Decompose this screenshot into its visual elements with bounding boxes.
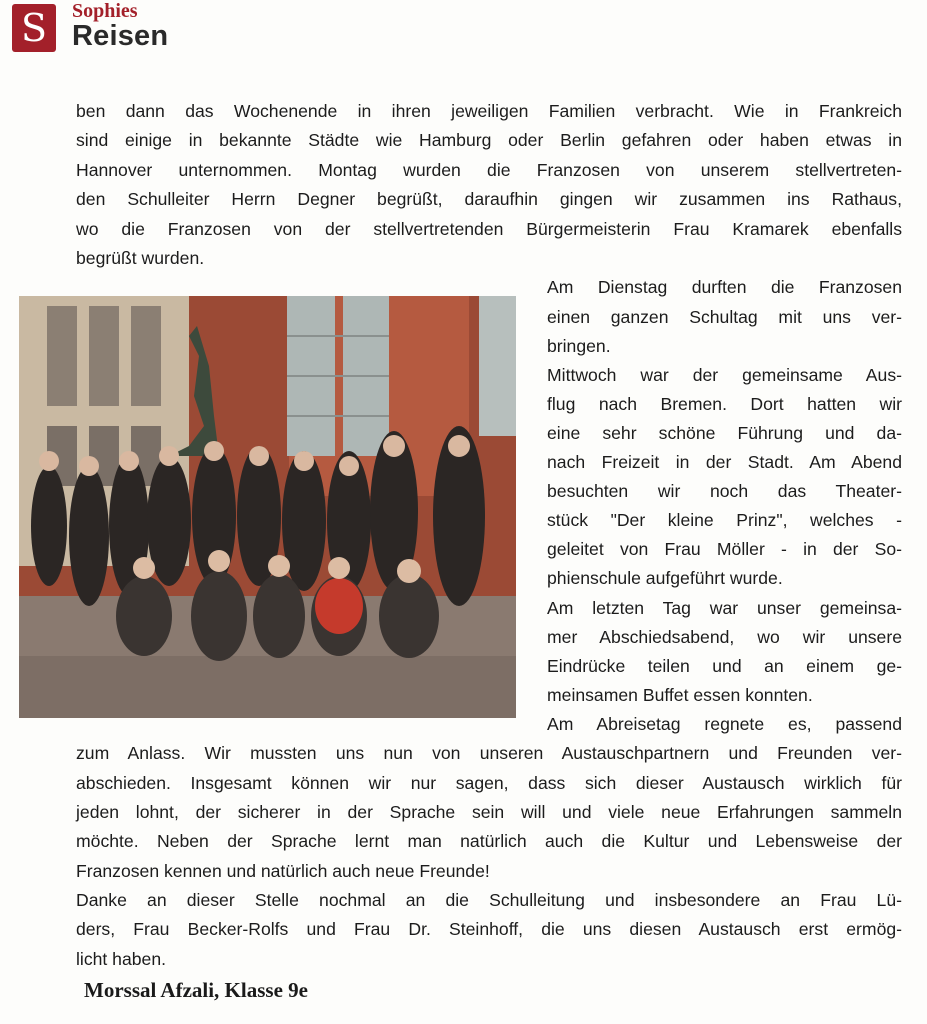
brand-small: Sophies bbox=[72, 0, 138, 22]
text-line: Danke an dieser Stelle nochmal an die Schulleitung und insbesondere an Frau Lü- bbox=[76, 890, 902, 910]
text-line: nach Freizeit in der Stadt. Am Abend bbox=[547, 452, 902, 472]
text-line: Franzosen kennen und natürlich auch neue Freunde! bbox=[76, 861, 490, 881]
text-line: stück "Der kleine Prinz", welches - bbox=[547, 510, 902, 530]
group-photo-illustration bbox=[19, 296, 516, 718]
text-line: Am Dienstag durften die Franzosen bbox=[547, 277, 902, 297]
group-photo bbox=[19, 296, 516, 718]
text-line: jeden lohnt, der sicherer in der Sprache sein will und viele neue Erfahrungen sammeln bbox=[76, 802, 902, 822]
text-line: einen ganzen Schultag mit uns ver- bbox=[547, 307, 902, 327]
text-line: flug nach Bremen. Dort hatten wir bbox=[547, 394, 902, 414]
text-line: Eindrücke teilen und an einem ge- bbox=[547, 656, 902, 676]
text-line: Hannover unternommen. Montag wurden die Franzosen von unserem stellvertreten- bbox=[76, 160, 902, 180]
text-line: meinsamen Buffet essen konnten. bbox=[547, 685, 813, 705]
text-line: mer Abschiedsabend, wo wir unsere bbox=[547, 627, 902, 647]
text-line: Mittwoch war der gemeinsame Aus- bbox=[547, 365, 902, 385]
text-line: begrüßt wurden. bbox=[76, 248, 205, 268]
author-signature: Morssal Afzali, Klasse 9e bbox=[84, 978, 308, 1002]
text-line: geleitet von Frau Möller - in der So- bbox=[547, 539, 902, 559]
text-line: sind einige in bekannte Städte wie Hamburg oder Berlin gefahren oder haben etwas in bbox=[76, 130, 902, 150]
text-line: zum Anlass. Wir mussten uns nun von unseren Austauschpartnern und Freunden ver- bbox=[76, 743, 902, 763]
text-line: den Schulleiter Herrn Degner begrüßt, daraufhin gingen wir zusammen ins Rathaus, bbox=[76, 189, 902, 209]
text-line: Am Abreisetag regnete es, passend bbox=[547, 714, 902, 734]
text-line: ders, Frau Becker-Rolfs und Frau Dr. Steinhoff, die uns diesen Austausch erst ermög- bbox=[76, 919, 902, 939]
logo-letter: S bbox=[20, 6, 48, 50]
text-line: Am letzten Tag war unser gemeinsa- bbox=[547, 598, 902, 618]
text-line: wo die Franzosen von der stellvertretenden Bürgermeisterin Frau Kramarek ebenfalls bbox=[76, 219, 902, 239]
text-line: phienschule aufgeführt wurde. bbox=[547, 568, 783, 588]
text-line: möchte. Neben der Sprache lernt man natürlich auch die Kultur und Lebensweise der bbox=[76, 831, 902, 851]
text-line: eine sehr schöne Führung und da- bbox=[547, 423, 902, 443]
text-line: besuchten wir noch das Theater- bbox=[547, 481, 902, 501]
text-line: licht haben. bbox=[76, 949, 166, 969]
logo-icon bbox=[12, 4, 56, 52]
text-line: ben dann das Wochenende in ihren jeweiligen Familien verbracht. Wie in Frankreich bbox=[76, 101, 902, 121]
text-line: bringen. bbox=[547, 336, 611, 356]
text-line: abschieden. Insgesamt können wir nur sagen, dass sich dieser Austausch wirklich für bbox=[76, 773, 902, 793]
section-title: Reisen bbox=[72, 20, 169, 52]
